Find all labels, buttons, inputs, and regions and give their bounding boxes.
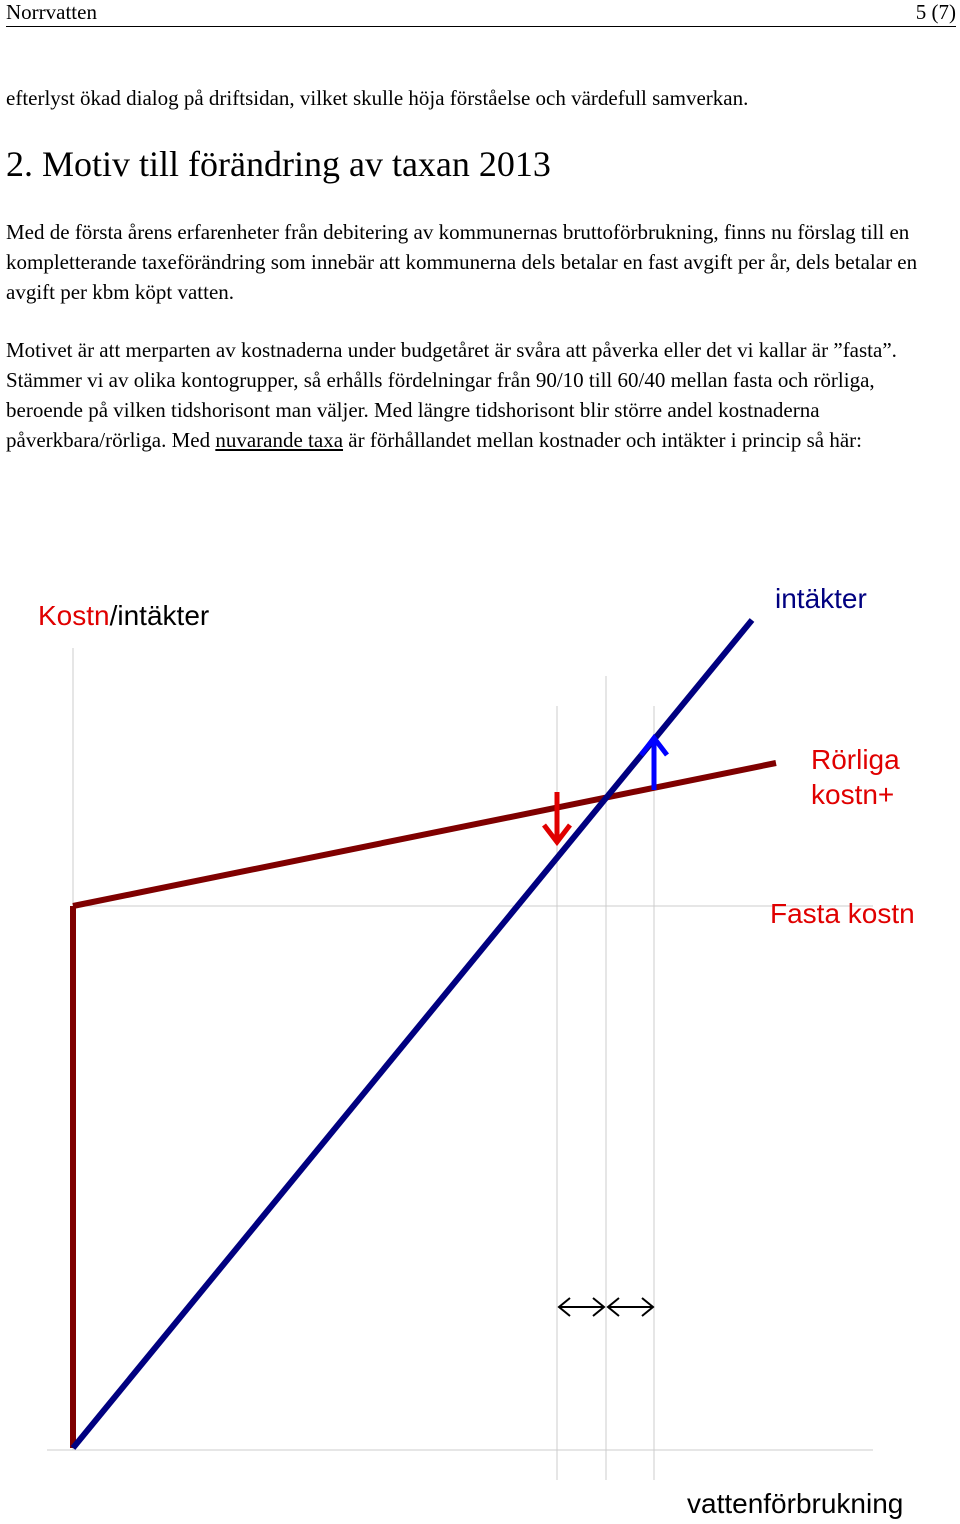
paragraph-2-end: är förhållandet mellan kostnader och intäkter i princip så här: [343, 428, 862, 452]
variable-cost-line [73, 763, 776, 906]
grid-lines [47, 648, 873, 1480]
intro-paragraph: efterlyst ökad dialog på driftsidan, vilket skulle höja förståelse och värdefull samverkan. [6, 86, 749, 110]
section-title: Motiv till förändring av taxan 2013 [42, 144, 551, 184]
paragraph-2-text: Motivet är att merparten av kostnaderna under budgetåret är svåra att påverka eller det vi kallar är ”fasta”. Stämmer vi av olika kontogrupper, så erhålls fördelningar från 90/10 till 60/40 mellan fasta och rörliga, beroende på vilken tidshorisont man väljer. Med längre tidshorisont blir större andel kostnaderna påverkbara/rörliga. Med [6, 338, 897, 452]
blue-up-arrow [641, 738, 667, 790]
page-number: 5 (7) [915, 0, 956, 24]
fixed-cost-label: Fasta kostn [770, 898, 915, 929]
section-number: 2. [6, 144, 33, 184]
header-title: Norrvatten [6, 0, 97, 24]
paragraph-1: Med de första årens erfarenheter från debitering av kommunernas bruttoförbrukning, finns nu förslag till en kompletterande taxeförändring som innebär att kommunerna dels betalar en fast avgift per år, dels betalar en avgift per kbm köpt vatten. [6, 220, 918, 304]
variable-cost-label-line1: Rörliga [811, 744, 900, 775]
variable-cost-label-line2: kostn+ [811, 779, 895, 810]
x-axis-label: vattenförbrukning [687, 1488, 904, 1519]
red-down-arrow [544, 792, 570, 842]
underlined-phrase: nuvarande taxa [215, 428, 344, 452]
revenue-label: intäkter [775, 583, 867, 614]
y-axis-label: Kostn/intäkter [38, 600, 210, 631]
